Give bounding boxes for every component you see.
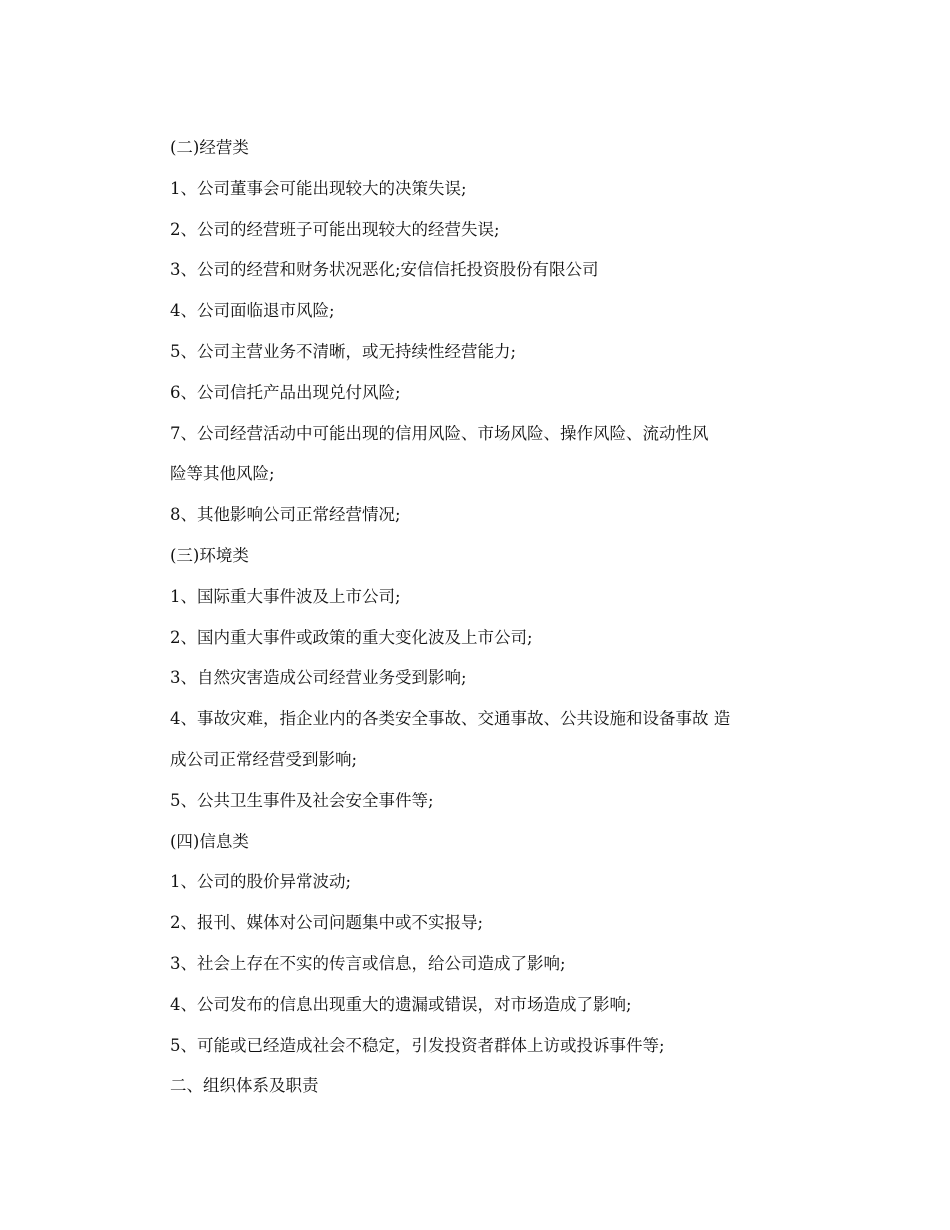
- list-item: 8、其他影响公司正常经营情况;: [170, 505, 401, 525]
- list-item: 2、公司的经营班子可能出现较大的经营失误;: [170, 219, 500, 239]
- list-item: 1、国际重大事件波及上市公司;: [170, 586, 401, 606]
- section-heading-environment: (三)环境类: [170, 545, 249, 565]
- list-item: 4、公司面临退市风险;: [170, 301, 335, 321]
- list-item-continuation: 成公司正常经营受到影响;: [170, 749, 358, 769]
- list-item: 5、公共卫生事件及社会安全事件等;: [170, 790, 434, 810]
- list-item: 4、公司发布的信息出现重大的遗漏或错误，对市场造成了影响;: [170, 994, 632, 1014]
- list-item: 1、公司的股价异常波动;: [170, 872, 352, 892]
- list-item: 6、公司信托产品出现兑付风险;: [170, 382, 401, 402]
- list-item: 1、公司董事会可能出现较大的决策失误;: [170, 178, 467, 198]
- list-item-continuation: 险等其他风险;: [170, 464, 275, 484]
- document-body: [170, 128, 810, 1107]
- list-item: 5、可能或已经造成社会不稳定，引发投资者群体上访或投诉事件等;: [170, 1035, 665, 1055]
- list-item: 3、公司的经营和财务状况恶化;安信信托投资股份有限公司: [170, 260, 599, 280]
- list-item: 5、公司主营业务不清晰，或无持续性经营能力;: [170, 341, 517, 361]
- list-item: 2、国内重大事件或政策的重大变化波及上市公司;: [170, 627, 533, 647]
- section-heading-operations: (二)经营类: [170, 138, 249, 157]
- list-item: 2、报刊、媒体对公司问题集中或不实报导;: [170, 913, 484, 933]
- chapter-heading-organization: 二、组织体系及职责: [170, 1076, 319, 1096]
- list-item: 4、事故灾难，指企业内的各类安全事故、交通事故、公共设施和设备事故 造: [170, 709, 731, 729]
- list-item: 3、自然灾害造成公司经营业务受到影响;: [170, 668, 467, 688]
- section-heading-information: (四)信息类: [170, 831, 249, 851]
- list-item: 7、公司经营活动中可能出现的信用风险、市场风险、操作风险、流动性风: [170, 423, 709, 443]
- list-item: 3、社会上存在不实的传言或信息，给公司造成了影响;: [170, 953, 566, 973]
